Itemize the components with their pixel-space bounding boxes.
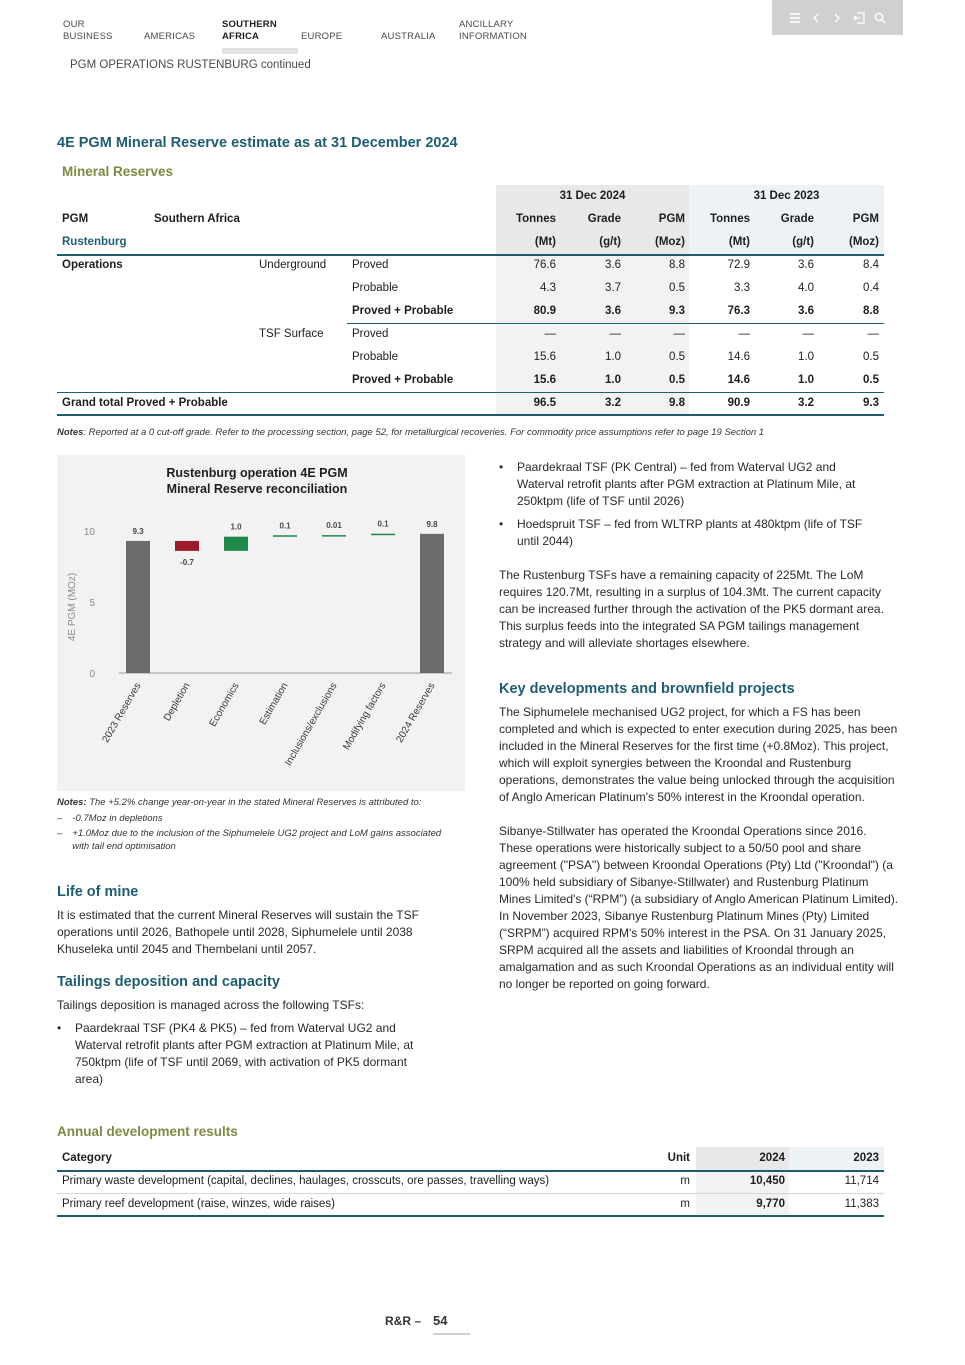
category-cell: Proved bbox=[352, 328, 389, 340]
value-cell: 9.8 bbox=[669, 397, 685, 409]
value-cell: — bbox=[609, 328, 621, 340]
page-number: 54 bbox=[433, 1313, 448, 1328]
chart-title-line2: Mineral Reserve reconciliation bbox=[166, 482, 348, 496]
col-label: Tonnes bbox=[709, 213, 750, 225]
key-developments-para1: The Siphumelele mechanised UG2 project, for which a FS has been completed and which is expected to enter execution during 2025, has been included in the Mineral Reserves for the first time (+0.8Moz). This project, which will exploit synergies between the Kroondal and Rustenburg operations, demonstrates the value being unlocked through the acquisition of Anglo American Platinum's 50% interest in the Kroondal operation. bbox=[499, 705, 898, 804]
waterfall-bar bbox=[322, 535, 346, 537]
tailings-continued bbox=[499, 453, 899, 652]
dev-unit: m bbox=[680, 1175, 690, 1187]
period-2024: 31 Dec 2024 bbox=[559, 190, 626, 202]
value-cell: 3.2 bbox=[798, 397, 814, 409]
col-unit: (Mt) bbox=[728, 236, 750, 248]
waterfall-bar bbox=[273, 535, 297, 537]
value-cell: 3.3 bbox=[734, 282, 750, 294]
list-item: • Paardekraal TSF (PK Central) – fed from Waterval UG2 and Waterval retrofit plants after PGM extraction at Platinum Mile, at 250ktpm (life of TSF until 2026) bbox=[499, 460, 856, 508]
life-of-mine-text: It is estimated that the current Mineral Reserves will sustain the TSF operations until 2026, Bathopele until 2028, Siphumelele until 2038 Khuseleka until 2045 and Thembelani until 2057. bbox=[57, 908, 419, 956]
life-of-mine-heading: Life of mine bbox=[57, 884, 139, 900]
value-cell: 90.9 bbox=[727, 397, 750, 409]
value-cell: 76.6 bbox=[533, 259, 556, 271]
value-cell: — bbox=[544, 328, 556, 340]
category-cell: Probable bbox=[352, 282, 399, 294]
bar-value-label: 9.8 bbox=[426, 519, 438, 529]
col-label: Grade bbox=[587, 213, 621, 225]
dev-bottom-rule bbox=[57, 1215, 884, 1217]
y-tick-label: 0 bbox=[89, 669, 95, 680]
nav-southern-africa[interactable]: SOUTHERN AFRICA bbox=[222, 19, 277, 42]
menu-icon[interactable] bbox=[788, 11, 802, 25]
table-row bbox=[57, 323, 884, 346]
value-cell: 3.7 bbox=[605, 282, 621, 294]
x-category-label: 2023 Reserves bbox=[100, 681, 144, 745]
value-cell: — bbox=[867, 328, 879, 340]
period-2023: 31 Dec 2023 bbox=[753, 190, 820, 202]
notes-text: : Reported at a 0 cut-off grade. Refer to the processing section, page 52, for metallurgical recoveries. For commodity price assumptions refer to page 19 Section 1 bbox=[83, 427, 765, 438]
header-pgm: PGM bbox=[62, 213, 89, 225]
grand-total-label: Grand total Proved + Probable bbox=[62, 397, 228, 409]
value-cell: 1.0 bbox=[605, 374, 621, 386]
header-operation: Rustenburg bbox=[62, 236, 127, 248]
dev-category: Primary waste development (capital, declines, haulages, crosscuts, ore passes, travelling ways) bbox=[62, 1175, 550, 1187]
table-header-periods bbox=[57, 185, 884, 208]
bar-value-label: -0.7 bbox=[180, 557, 194, 567]
value-cell: 72.9 bbox=[727, 259, 750, 271]
dev-2023: 11,714 bbox=[844, 1175, 879, 1187]
waterfall-bar bbox=[420, 534, 444, 673]
dev-category: Primary reef development (raise, winzes, wide raises) bbox=[62, 1198, 335, 1210]
col-unit: (Mt) bbox=[534, 236, 556, 248]
value-cell: 15.6 bbox=[533, 351, 556, 363]
table-row-grand-total bbox=[57, 392, 884, 415]
value-cell: 0.5 bbox=[669, 351, 685, 363]
key-developments-heading: Key developments and brownfield projects bbox=[499, 681, 795, 697]
value-cell: 80.9 bbox=[533, 305, 556, 317]
notes-label: Notes bbox=[57, 427, 84, 438]
value-cell: 3.2 bbox=[605, 397, 621, 409]
chart-note-item: – +1.0Moz due to the inclusion of the Siphumelele UG2 project and LoM gains associated with tail end optimisation bbox=[57, 828, 442, 852]
col-label: Tonnes bbox=[515, 213, 556, 225]
value-cell: 9.3 bbox=[669, 305, 685, 317]
page-title: 4E PGM Mineral Reserve estimate as at 31 December 2024 bbox=[57, 135, 458, 151]
value-cell: 0.5 bbox=[863, 374, 879, 386]
value-cell: 1.0 bbox=[798, 351, 814, 363]
category-cell: Proved + Probable bbox=[352, 374, 454, 386]
col-unit: (g/t) bbox=[599, 236, 621, 248]
header-2023: 2023 bbox=[853, 1152, 879, 1164]
table-row bbox=[57, 277, 884, 300]
key-developments-para2: Sibanye-Stillwater has operated the Kroondal Operations since 2016. These operations were historically subject to a 50/50 pool and share agreement ("PSA") between Kroondal Operations (Pty) Ltd ("Kroondal") (a 100% held subsidiary of Sibanye-Stillwater) and Rustenburg Platinum Mines Limited's (“RPM”) (a subsidiary of Anglo American Platinum Limited). In November 2023, Sibanye Rustenburg Platinum Mines (Pty) Limited (“SRPM”) acquired RPM's 50% interest in the PSA. On 31 January 2025, SRPM acquired all the assets and liabilities of Kroondal through an amalgamation and as such Kroondal Operations as an individual entity will no longer be reported on going forward. bbox=[499, 824, 899, 991]
operations-label: Operations bbox=[62, 259, 123, 271]
bar-value-label: 0.1 bbox=[377, 519, 389, 529]
back-icon[interactable] bbox=[852, 11, 866, 25]
waterfall-bar bbox=[224, 537, 248, 551]
chart-svg bbox=[57, 455, 465, 791]
search-icon[interactable] bbox=[873, 11, 887, 25]
nav-our-business[interactable]: OUR BUSINESS bbox=[63, 19, 113, 42]
bar-value-label: 1.0 bbox=[230, 522, 242, 532]
value-cell: 1.0 bbox=[605, 351, 621, 363]
table-row bbox=[57, 254, 884, 277]
table-row bbox=[57, 346, 884, 369]
value-cell: 15.6 bbox=[533, 374, 556, 386]
value-cell: — bbox=[802, 328, 814, 340]
bar-value-label: 9.3 bbox=[132, 526, 144, 536]
category-cell: Probable bbox=[352, 351, 399, 363]
section-subtitle: PGM OPERATIONS RUSTENBURG continued bbox=[70, 59, 311, 71]
footer-label: R&R – bbox=[385, 1314, 422, 1328]
value-cell: 14.6 bbox=[727, 374, 750, 386]
value-cell: 96.5 bbox=[533, 397, 556, 409]
x-category-label: 2024 Reserves bbox=[394, 681, 438, 745]
x-category-label: Inclusions/exclusions bbox=[283, 681, 340, 768]
y-tick-label: 10 bbox=[83, 527, 95, 538]
value-cell: 14.6 bbox=[727, 351, 750, 363]
waterfall-bar bbox=[175, 541, 199, 551]
value-cell: 3.6 bbox=[798, 259, 814, 271]
category-cell: Proved bbox=[352, 259, 389, 271]
value-cell: 0.4 bbox=[863, 282, 879, 294]
col-unit: (g/t) bbox=[792, 236, 814, 248]
annual-development-table bbox=[57, 1147, 884, 1216]
chart-notes-text: The +5.2% change year-on-year in the stated Mineral Reserves is attributed to: bbox=[86, 797, 422, 808]
header-unit: Unit bbox=[667, 1152, 690, 1164]
next-page-icon[interactable] bbox=[830, 11, 844, 25]
document-toolbar bbox=[772, 0, 903, 35]
header-2024: 2024 bbox=[759, 1152, 785, 1164]
annual-development-heading: Annual development results bbox=[57, 1124, 238, 1139]
chart-note-item: – -0.7Moz in depletions bbox=[57, 812, 163, 824]
value-cell: 76.3 bbox=[727, 305, 750, 317]
value-cell: 4.3 bbox=[540, 282, 556, 294]
page-footer bbox=[385, 1313, 447, 1328]
x-category-label: Estimation bbox=[257, 681, 291, 727]
value-cell: 3.6 bbox=[605, 259, 621, 271]
waterfall-bar bbox=[126, 541, 150, 673]
tailings-intro: Tailings deposition is managed across the following TSFs: bbox=[57, 998, 365, 1012]
header-category: Category bbox=[62, 1152, 112, 1164]
dev-table-header bbox=[57, 1147, 884, 1170]
bar-value-label: 0.01 bbox=[326, 521, 342, 531]
waterfall-bar bbox=[371, 534, 395, 536]
x-category-label: Modifying factors bbox=[341, 681, 389, 752]
bar-value-label: 0.1 bbox=[279, 521, 291, 531]
x-category-label: Depletion bbox=[161, 681, 193, 724]
y-tick-label: 5 bbox=[89, 598, 95, 609]
life-of-mine-section bbox=[57, 884, 452, 958]
chart-title-line1: Rustenburg operation 4E PGM bbox=[166, 466, 348, 480]
col-unit: (Moz) bbox=[848, 236, 879, 248]
value-cell: 3.6 bbox=[798, 305, 814, 317]
value-cell: 0.5 bbox=[863, 351, 879, 363]
list-item: • Hoedspruit TSF – fed from WLTRP plants at 480ktpm (life of TSF until 2044) bbox=[499, 517, 863, 548]
table-header-labels bbox=[57, 208, 884, 231]
chart-notes-label: Notes: bbox=[57, 797, 87, 808]
tailings-heading: Tailings deposition and capacity bbox=[57, 974, 280, 990]
dev-2023: 11,383 bbox=[844, 1198, 879, 1210]
nav-ancillary-information[interactable]: ANCILLARY INFORMATION bbox=[459, 19, 527, 42]
reconciliation-chart bbox=[57, 455, 465, 791]
footer-underline bbox=[433, 1333, 470, 1335]
table-row-subtotal bbox=[57, 369, 884, 392]
value-cell: 0.5 bbox=[669, 282, 685, 294]
active-nav-indicator bbox=[222, 48, 298, 54]
source-cell: Underground bbox=[259, 259, 327, 271]
tailings-section bbox=[57, 974, 452, 1088]
nav-australia[interactable]: AUSTRALIA bbox=[381, 31, 436, 42]
category-cell: Proved + Probable bbox=[352, 305, 454, 317]
total-rule-bottom bbox=[57, 414, 884, 416]
dev-2024: 10,450 bbox=[749, 1175, 785, 1187]
source-cell: TSF Surface bbox=[259, 328, 324, 340]
table-row bbox=[57, 1193, 884, 1216]
nav-europe[interactable]: EUROPE bbox=[301, 31, 343, 42]
nav-americas[interactable]: AMERICAS bbox=[144, 31, 196, 42]
list-item: • Paardekraal TSF (PK4 & PK5) – fed from Waterval UG2 and Waterval retrofit plants after PGM extraction at Platinum Mile, at 750ktpm (life of TSF until 2069, with activation of PK5 dormant area) bbox=[57, 1021, 414, 1086]
value-cell: 9.3 bbox=[863, 397, 879, 409]
mineral-reserves-heading: Mineral Reserves bbox=[62, 164, 174, 179]
x-category-label: Economics bbox=[207, 681, 242, 729]
capacity-text: The Rustenburg TSFs have a remaining capacity of 225Mt. The LoM requires 120.7Mt, resulting in a surplus of 104.3Mt. The current capacity can be increased further through the activation of the PK5 dormant area. This surplus feeds into the integrated SA PGM tailings management strategy and will alleviate shortages elsewhere. bbox=[499, 568, 884, 650]
prev-page-icon[interactable] bbox=[809, 11, 823, 25]
value-cell: 4.0 bbox=[798, 282, 814, 294]
table-row bbox=[57, 1170, 884, 1193]
value-cell: 8.8 bbox=[863, 305, 879, 317]
header-region: Southern Africa bbox=[154, 213, 240, 225]
value-cell: — bbox=[673, 328, 685, 340]
col-unit: (Moz) bbox=[654, 236, 685, 248]
value-cell: 1.0 bbox=[798, 374, 814, 386]
table-notes bbox=[57, 427, 764, 438]
col-label: PGM bbox=[658, 213, 685, 225]
value-cell: 8.4 bbox=[863, 259, 879, 271]
value-cell: 3.6 bbox=[605, 305, 621, 317]
key-developments-section bbox=[499, 681, 899, 993]
col-label: PGM bbox=[852, 213, 879, 225]
dev-unit: m bbox=[680, 1198, 690, 1210]
table-header-units bbox=[57, 231, 884, 254]
value-cell: 8.8 bbox=[669, 259, 685, 271]
chart-y-axis-label: 4E PGM (MOz) bbox=[67, 572, 78, 642]
col-label: Grade bbox=[780, 213, 814, 225]
dev-2024: 9,770 bbox=[756, 1198, 785, 1210]
table-row-subtotal bbox=[57, 300, 884, 323]
chart-notes bbox=[57, 797, 452, 853]
mineral-reserve-table bbox=[57, 185, 884, 415]
value-cell: — bbox=[738, 328, 750, 340]
value-cell: 0.5 bbox=[669, 374, 685, 386]
